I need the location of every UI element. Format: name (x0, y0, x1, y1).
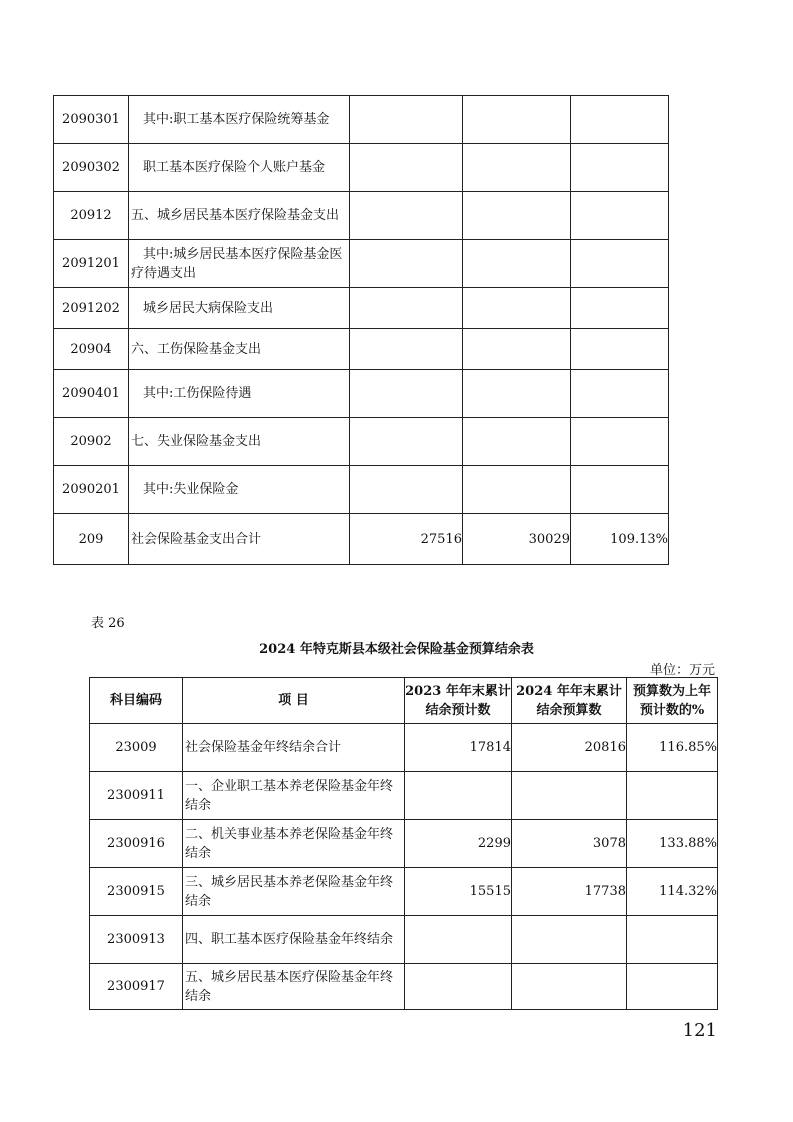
prev-cell: 17814 (405, 724, 512, 772)
prev-cell (350, 96, 463, 144)
item-cell: 一、企业职工基本养老保险基金年终结余 (183, 772, 405, 820)
prev-cell: 2299 (405, 820, 512, 868)
code-cell: 2300916 (90, 820, 183, 868)
budget-cell: 17738 (512, 868, 627, 916)
table-row (54, 514, 669, 565)
pct-cell: 116.85% (627, 724, 718, 772)
table-row (54, 370, 669, 418)
code-cell: 2300915 (90, 868, 183, 916)
pct-cell (571, 466, 669, 514)
balance-table (89, 677, 718, 1010)
prev-cell (350, 466, 463, 514)
table-row (90, 724, 718, 772)
table-row (90, 964, 718, 1010)
item-cell: 五、城乡居民基本医疗保险基金支出 (129, 192, 350, 240)
pct-cell (571, 329, 669, 370)
prev-cell (405, 916, 512, 964)
pct-cell (627, 964, 718, 1010)
code-cell: 20912 (54, 192, 129, 240)
item-cell: 社会保险基金支出合计 (129, 514, 350, 565)
table-number-label: 表 26 (91, 616, 125, 631)
pct-cell: 114.32% (627, 868, 718, 916)
table-row (54, 144, 669, 192)
budget-cell (463, 370, 571, 418)
pct-cell (627, 772, 718, 820)
prev-cell: 27516 (350, 514, 463, 565)
table-row (54, 418, 669, 466)
pct-cell (571, 96, 669, 144)
code-cell: 2090201 (54, 466, 129, 514)
prev-cell (350, 370, 463, 418)
budget-cell (512, 772, 627, 820)
table-row (90, 772, 718, 820)
item-cell: 二、机关事业基本养老保险基金年终结余 (183, 820, 405, 868)
code-cell: 2090302 (54, 144, 129, 192)
header-pct: 预算数为上年预计数的% (627, 678, 718, 724)
code-cell: 2300913 (90, 916, 183, 964)
unit-label: 单位：万元 (649, 663, 715, 678)
page-number: 121 (682, 1020, 717, 1041)
item-cell: 三、城乡居民基本养老保险基金年终结余 (183, 868, 405, 916)
prev-cell (350, 240, 463, 288)
code-cell: 2300911 (90, 772, 183, 820)
code-cell: 2300917 (90, 964, 183, 1010)
budget-cell (463, 418, 571, 466)
item-cell: 五、城乡居民基本医疗保险基金年终结余 (183, 964, 405, 1010)
item-cell: 六、工伤保险基金支出 (129, 329, 350, 370)
table-row (54, 466, 669, 514)
header-budget: 2024 年年末累计结余预算数 (512, 678, 627, 724)
code-cell: 2090301 (54, 96, 129, 144)
item-cell: 职工基本医疗保险个人账户基金 (129, 144, 350, 192)
table-row (90, 820, 718, 868)
budget-cell (512, 964, 627, 1010)
header-item: 项 目 (183, 678, 405, 724)
budget-cell: 20816 (512, 724, 627, 772)
code-cell: 2091201 (54, 240, 129, 288)
prev-cell (350, 192, 463, 240)
budget-cell (463, 144, 571, 192)
code-cell: 2090401 (54, 370, 129, 418)
item-cell: 七、失业保险基金支出 (129, 418, 350, 466)
prev-cell (405, 772, 512, 820)
code-cell: 20902 (54, 418, 129, 466)
prev-cell (350, 418, 463, 466)
table-title: 2024 年特克斯县本级社会保险基金预算结余表 (259, 642, 534, 657)
header-row (90, 678, 718, 724)
pct-cell (571, 370, 669, 418)
budget-cell (463, 192, 571, 240)
table-row (54, 329, 669, 370)
budget-cell: 30029 (463, 514, 571, 565)
item-cell: 社会保险基金年终结余合计 (183, 724, 405, 772)
pct-cell (571, 192, 669, 240)
prev-cell (350, 288, 463, 329)
budget-cell (463, 288, 571, 329)
budget-cell (512, 916, 627, 964)
header-code: 科目编码 (90, 678, 183, 724)
table-row (90, 868, 718, 916)
pct-cell: 133.88% (627, 820, 718, 868)
item-cell: 其中:工伤保险待遇 (129, 370, 350, 418)
item-cell: 其中:城乡居民基本医疗保险基金医疗待遇支出 (129, 240, 350, 288)
budget-cell (463, 240, 571, 288)
table-row (54, 240, 669, 288)
prev-cell (350, 144, 463, 192)
pct-cell (571, 288, 669, 329)
prev-cell (405, 964, 512, 1010)
budget-cell (463, 466, 571, 514)
item-cell: 城乡居民大病保险支出 (129, 288, 350, 329)
table-row (54, 192, 669, 240)
pct-cell: 109.13% (571, 514, 669, 565)
code-cell: 20904 (54, 329, 129, 370)
budget-cell: 3078 (512, 820, 627, 868)
table-row (90, 916, 718, 964)
expenditure-table (53, 95, 669, 565)
item-cell: 其中:失业保险金 (129, 466, 350, 514)
pct-cell (571, 240, 669, 288)
pct-cell (571, 144, 669, 192)
table-row (54, 288, 669, 329)
prev-cell: 15515 (405, 868, 512, 916)
code-cell: 209 (54, 514, 129, 565)
budget-cell (463, 96, 571, 144)
table-row (54, 96, 669, 144)
budget-cell (463, 329, 571, 370)
code-cell: 23009 (90, 724, 183, 772)
pct-cell (627, 916, 718, 964)
prev-cell (350, 329, 463, 370)
item-cell: 四、职工基本医疗保险基金年终结余 (183, 916, 405, 964)
header-prev: 2023 年年末累计结余预计数 (405, 678, 512, 724)
pct-cell (571, 418, 669, 466)
item-cell: 其中:职工基本医疗保险统筹基金 (129, 96, 350, 144)
code-cell: 2091202 (54, 288, 129, 329)
